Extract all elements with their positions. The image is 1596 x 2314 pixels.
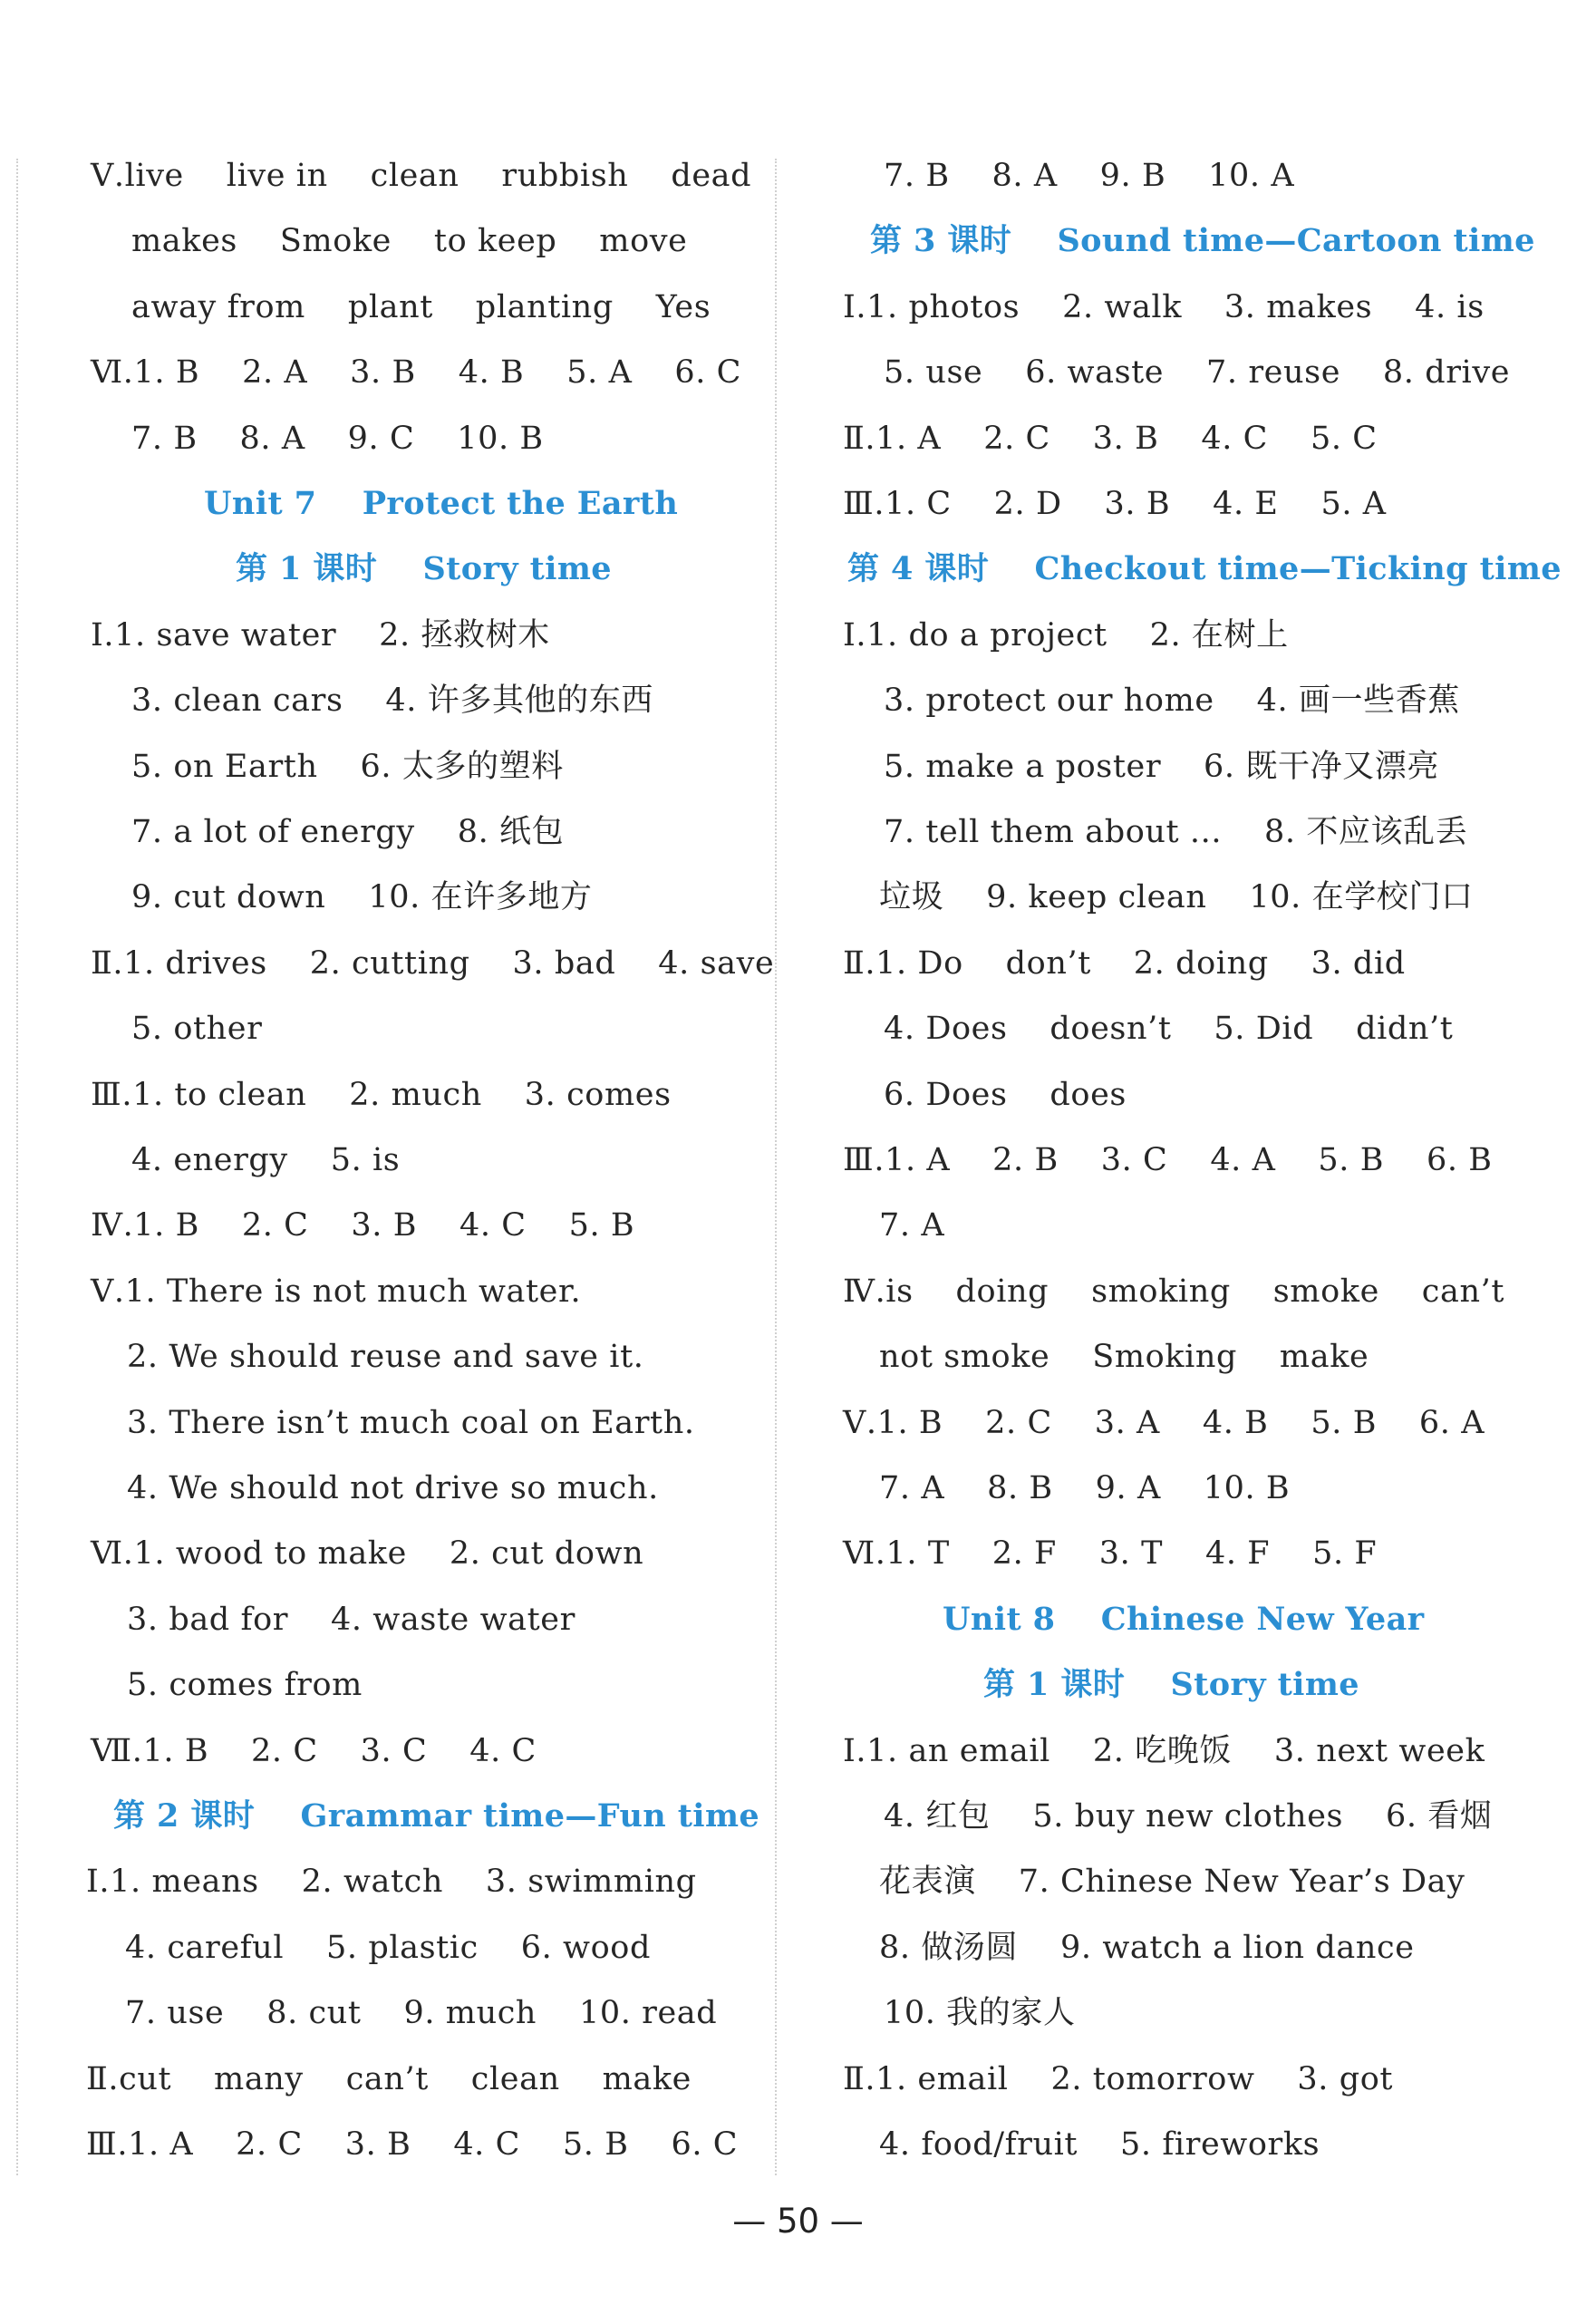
answer-line: 4. Does doesn’t 5. Did didn’t (884, 1011, 1454, 1048)
answer-line: 4. 红包 5. buy new clothes 6. 看烟 (884, 1798, 1493, 1835)
answer-line: Ⅱ.1. drives 2. cutting 3. bad 4. save (91, 944, 775, 982)
answer-line: 5. on Earth 6. 太多的塑料 (131, 748, 564, 785)
section-heading: Unit 8 Chinese New Year (943, 1600, 1425, 1638)
answer-line: 7. B 8. A 9. B 10. A (884, 158, 1295, 194)
answer-line: 3. clean cars 4. 许多其他的东西 (131, 683, 653, 720)
section-heading: 第 2 课时 Grammar time—Fun time (113, 1797, 760, 1835)
column-divider-dotted-line (775, 159, 777, 2175)
answer-line: Ⅲ.1. C 2. D 3. B 4. E 5. A (843, 486, 1387, 522)
answer-line: 8. 做汤圆 9. watch a lion dance (879, 1929, 1415, 1966)
answer-line: 3. bad for 4. waste water (127, 1601, 576, 1638)
answer-line: not smoke Smoking make (879, 1339, 1369, 1376)
answer-line: Ⅲ.1. A 2. B 3. C 4. A 5. B 6. B (843, 1142, 1493, 1178)
answer-line: 9. cut down 10. 在许多地方 (131, 879, 593, 916)
answer-line: 5. make a poster 6. 既干净又漂亮 (884, 748, 1439, 785)
left-margin-dotted-line (16, 159, 18, 2175)
answer-line: 4. We should not drive so much. (127, 1470, 659, 1506)
answer-line: 7. a lot of energy 8. 纸包 (131, 814, 565, 850)
answer-line: 6. Does does (884, 1076, 1127, 1113)
answer-line: 7. use 8. cut 9. much 10. read (125, 1995, 718, 2032)
answer-line: 花表演 7. Chinese New Year’s Day (879, 1864, 1465, 1901)
answer-line: 5. comes from (127, 1667, 363, 1704)
section-heading: 第 4 课时 Checkout time—Ticking time (847, 550, 1562, 588)
section-heading: Unit 7 Protect the Earth (204, 485, 679, 522)
answer-line: Ⅰ.1. means 2. watch 3. swimming (86, 1864, 697, 1901)
answer-line: Ⅰ.1. save water 2. 拯救树木 (91, 616, 550, 654)
answer-line: Ⅰ.1. do a project 2. 在树上 (843, 616, 1289, 654)
section-heading: 第 3 课时 Sound time—Cartoon time (870, 222, 1535, 260)
answer-line: Ⅱ.1. Do don’t 2. doing 3. did (843, 944, 1406, 982)
section-heading: 第 1 课时 Story time (983, 1666, 1359, 1704)
page-number: — 50 — (732, 2202, 864, 2241)
answer-line: Ⅴ.1. B 2. C 3. A 4. B 5. B 6. A (843, 1404, 1485, 1441)
section-heading: 第 1 课时 Story time (236, 550, 612, 588)
answer-line: 10. 我的家人 (884, 1995, 1076, 2032)
answer-line: 7. B 8. A 9. C 10. B (131, 420, 544, 457)
answer-line: 7. A 8. B 9. A 10. B (879, 1470, 1291, 1506)
answer-line: Ⅱ.1. email 2. tomorrow 3. got (843, 2060, 1394, 2097)
answer-line: Ⅳ.is doing smoking smoke can’t (843, 1273, 1504, 1310)
answer-line: Ⅱ.cut many can’t clean make (86, 2060, 692, 2097)
answer-line: away from plant planting Yes (131, 288, 711, 325)
answer-line: 2. We should reuse and save it. (127, 1339, 644, 1376)
answer-line: 7. A (879, 1207, 945, 1244)
answer-line: Ⅴ.1. There is not much water. (91, 1273, 582, 1310)
answer-line: 3. There isn’t much coal on Earth. (127, 1404, 695, 1441)
answer-line: Ⅲ.1. A 2. C 3. B 4. C 5. B 6. C (86, 2126, 739, 2163)
answer-line: Ⅱ.1. A 2. C 3. B 4. C 5. C (843, 420, 1378, 457)
answer-line: 7. tell them about ... 8. 不应该乱丢 (884, 814, 1468, 850)
answer-line: Ⅵ.1. wood to make 2. cut down (91, 1535, 644, 1573)
answer-line: Ⅳ.1. B 2. C 3. B 4. C 5. B (91, 1207, 635, 1244)
answer-line: 4. careful 5. plastic 6. wood (125, 1929, 651, 1966)
answer-line: Ⅵ.1. B 2. A 3. B 4. B 5. A 6. C (91, 354, 742, 392)
answer-line: 4. food/fruit 5. fireworks (879, 2126, 1320, 2163)
answer-line: Ⅰ.1. photos 2. walk 3. makes 4. is (843, 288, 1485, 325)
answer-line: 垃圾 9. keep clean 10. 在学校门口 (879, 879, 1474, 916)
answer-line: makes Smoke to keep move (131, 223, 688, 260)
answer-line: Ⅵ.1. T 2. F 3. T 4. F 5. F (843, 1535, 1378, 1573)
answer-line: 4. energy 5. is (131, 1142, 401, 1178)
answer-line: 5. use 6. waste 7. reuse 8. drive (884, 354, 1511, 392)
answer-line: 5. other (131, 1011, 263, 1048)
answer-line: Ⅶ.1. B 2. C 3. C 4. C (91, 1732, 537, 1769)
answer-line: 3. protect our home 4. 画一些香蕉 (884, 683, 1460, 720)
answer-line: Ⅰ.1. an email 2. 吃晚饭 3. next week (843, 1732, 1485, 1769)
answer-line: Ⅴ.live live in clean rubbish dead (91, 158, 752, 194)
answer-line: Ⅲ.1. to clean 2. much 3. comes (91, 1076, 672, 1113)
